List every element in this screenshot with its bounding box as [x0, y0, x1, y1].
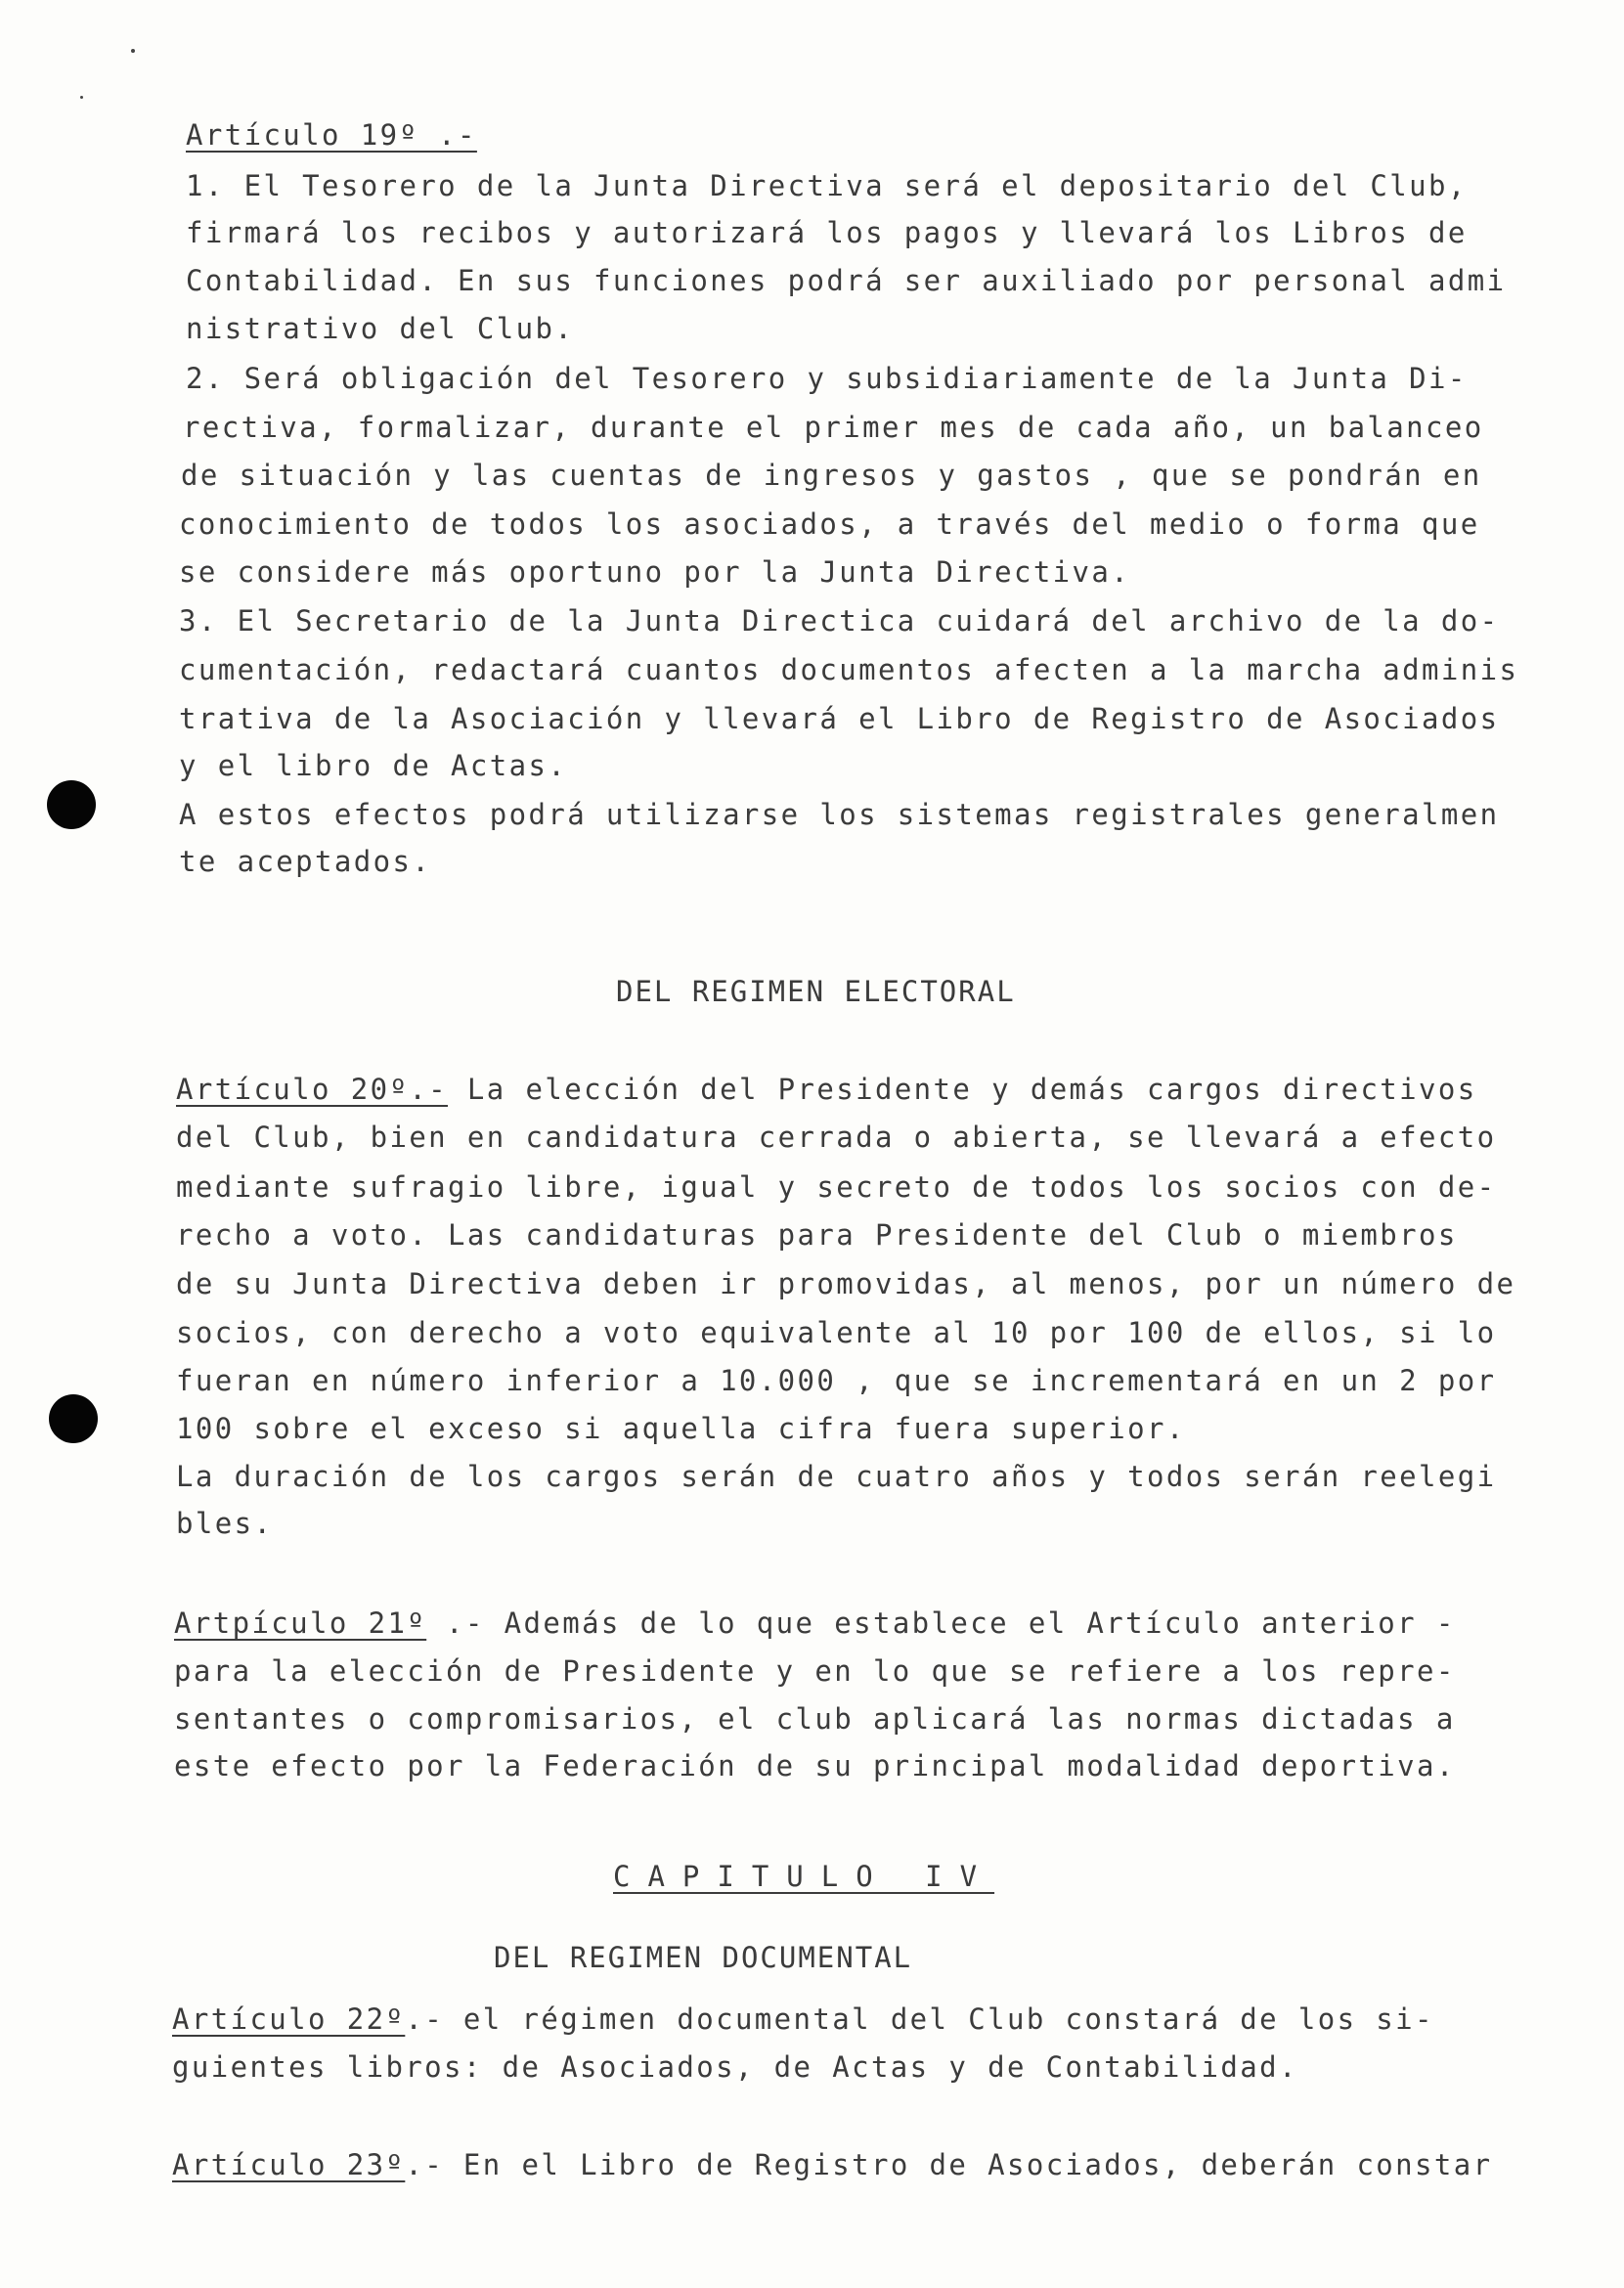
- article-19-line: nistrativo del Club.: [186, 312, 575, 345]
- article-20-line: recho a voto. Las candidaturas para Presidente del Club o miembros: [176, 1218, 1458, 1252]
- article-21-text: .- Además de lo que establece el Artículo anterior -: [426, 1606, 1456, 1640]
- article-20-line: socios, con derecho a voto equivalente al 10 por 100 de ellos, si lo: [176, 1316, 1497, 1349]
- article-21-line: sentantes o compromisarios, el club aplicará las normas dictadas a: [174, 1702, 1456, 1736]
- article-22-text: .- el régimen documental del Club constará de los si-: [405, 2002, 1434, 2036]
- article-20-line: de su Junta Directiva deben ir promovidas, al menos, por un número de: [176, 1267, 1516, 1300]
- punch-hole-bottom: [49, 1394, 98, 1443]
- article-19-line: de situación y las cuentas de ingresos y gastos , que se pondrán en: [181, 459, 1482, 492]
- article-19-title: Artículo 19º .-: [186, 118, 477, 152]
- article-21-title: Artpículo 21º: [174, 1606, 427, 1640]
- article-19-line: Contabilidad. En sus funciones podrá ser auxiliado por personal admi: [186, 264, 1507, 297]
- article-20-text: La elección del Presidente y demás cargos directivos: [448, 1073, 1477, 1106]
- section-heading-documental: DEL REGIMEN DOCUMENTAL: [494, 1941, 913, 1974]
- article-20-line: mediante sufragio libre, igual y secreto de todos los socios con de-: [176, 1170, 1497, 1204]
- article-19-line: cumentación, redactará cuantos documentos afecten a la marcha adminis: [179, 653, 1519, 686]
- article-19-line: 3. El Secretario de la Junta Directica cuidará del archivo de la do-: [179, 604, 1500, 638]
- section-heading-electoral: DEL REGIMEN ELECTORAL: [616, 975, 1016, 1008]
- article-20-title: Artículo 20º.-: [176, 1073, 449, 1106]
- article-20-line: fueran en número inferior a 10.000 , que se incrementará en un 2 por: [176, 1364, 1497, 1397]
- article-22-line: guientes libros: de Asociados, de Actas y de Contabilidad.: [172, 2050, 1298, 2084]
- article-20-line: bles.: [176, 1507, 274, 1540]
- article-23-first-line: [172, 2145, 1492, 2184]
- article-19-line: conocimiento de todos los asociados, a través del medio o forma que: [179, 507, 1480, 541]
- article-19-line: A estos efectos podrá utilizarse los sistemas registrales generalmen: [179, 798, 1500, 831]
- article-23-text: .- En el Libro de Registro de Asociados, deberán constar: [405, 2148, 1493, 2181]
- article-20-first-line: [176, 1070, 1477, 1109]
- article-19-line: rectiva, formalizar, durante el primer mes de cada año, un balanceo: [183, 411, 1484, 444]
- ink-speck: [131, 49, 135, 53]
- article-22-title: Artículo 22º: [172, 2002, 406, 2036]
- ink-speck: [80, 96, 83, 99]
- chapter-heading: CAPITULO IV: [613, 1860, 995, 1893]
- punch-hole-top: [47, 780, 96, 829]
- article-19-line: firmará los recibos y autorizará los pagos y llevará los Libros de: [186, 216, 1468, 249]
- article-21-first-line: [174, 1604, 1456, 1643]
- article-21-line: este efecto por la Federación de su principal modalidad deportiva.: [174, 1749, 1456, 1782]
- article-19-line: 1. El Tesorero de la Junta Directiva será el depositario del Club,: [186, 169, 1468, 202]
- article-22-first-line: [172, 2000, 1434, 2039]
- article-19-line: trativa de la Asociación y llevará el Libro de Registro de Asociados: [179, 702, 1500, 735]
- article-21-line: para la elección de Presidente y en lo que se refiere a los repre-: [174, 1654, 1456, 1688]
- article-19-line: 2. Será obligación del Tesorero y subsidiariamente de la Junta Di-: [186, 362, 1468, 395]
- article-20-line: La duración de los cargos serán de cuatro años y todos serán reelegi: [176, 1460, 1497, 1493]
- article-20-line: 100 sobre el exceso si aquella cifra fuera superior.: [176, 1412, 1186, 1445]
- article-20-line: del Club, bien en candidatura cerrada o abierta, se llevará a efecto: [176, 1121, 1497, 1154]
- article-19-line: y el libro de Actas.: [179, 749, 568, 782]
- article-23-title: Artículo 23º: [172, 2148, 406, 2181]
- article-19-line: se considere más oportuno por la Junta Directiva.: [179, 555, 1131, 589]
- article-19-line: te aceptados.: [179, 845, 432, 878]
